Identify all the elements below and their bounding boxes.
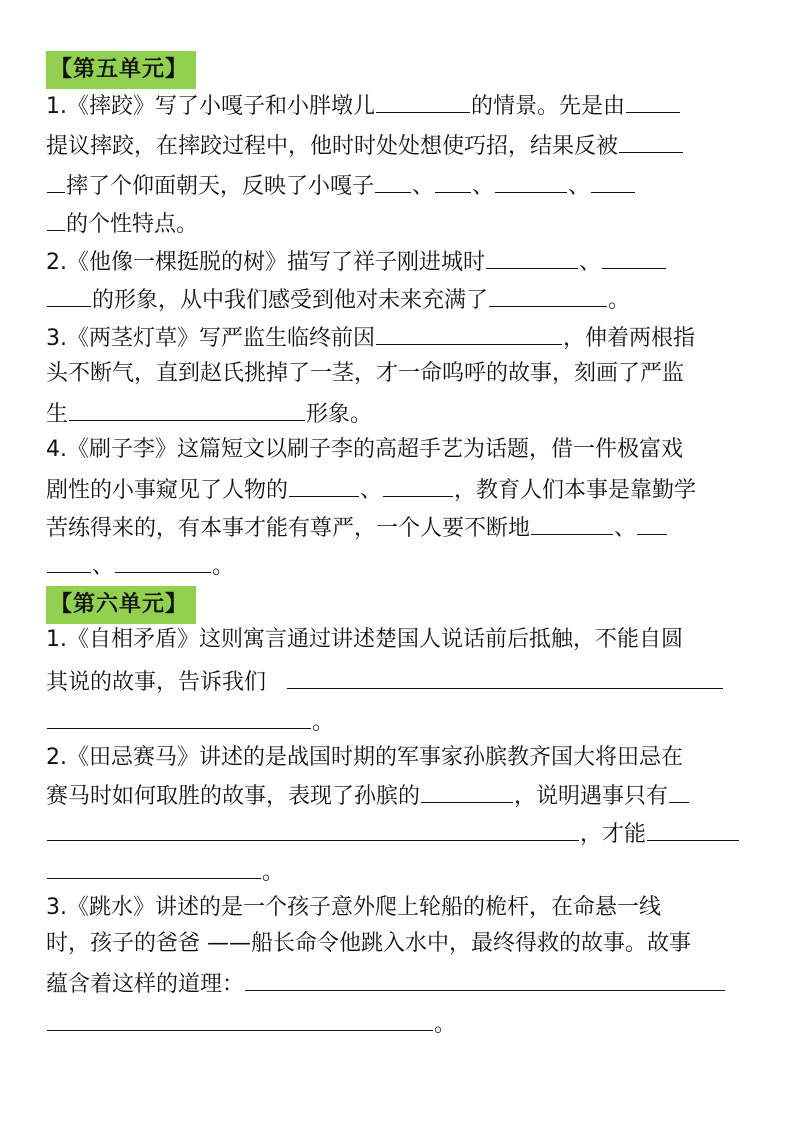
- fill-blank[interactable]: [626, 82, 680, 113]
- u5-q4-line1: 4.《刷子李》这篇短文以刷子李的高超手艺为话题，借一件极富戏: [46, 437, 683, 462]
- u5-q1-line1: 1.《摔跤》写了小嘎子和小胖墩儿 的情景。先是由: [46, 82, 754, 126]
- u5-q3-line3: 生 形象。: [46, 390, 754, 434]
- fill-blank[interactable]: [486, 238, 578, 269]
- unit6-heading: 【第六单元】: [46, 586, 196, 624]
- fill-blank[interactable]: [637, 504, 667, 535]
- u6-q3-line4: 。: [46, 1000, 754, 1044]
- u5-q4-line2: 剧性的小事窥见了人物的 、 ，教育人们本事是靠勤学: [46, 466, 754, 510]
- fill-blank[interactable]: [435, 162, 471, 193]
- fill-blank[interactable]: [69, 390, 305, 421]
- u6-q2-line1: 2.《田忌赛马》讲述的是战国时期的军事家孙膑教齐国大将田忌在: [46, 745, 683, 770]
- unit5-heading: 【第五单元】: [46, 51, 196, 89]
- fill-blank[interactable]: [287, 658, 723, 689]
- fill-blank[interactable]: [245, 960, 725, 991]
- fill-blank[interactable]: [375, 162, 411, 193]
- u6-q2-line3: ，才能: [46, 810, 754, 854]
- fill-blank[interactable]: [47, 276, 91, 307]
- u5-q4-line4: 、 。: [46, 542, 754, 586]
- u6-q1-line2: 其说的故事，告诉我们: [46, 658, 754, 702]
- u5-q2-line1: 2.《他像一棵挺脱的树》描写了祥子刚进城时 、: [46, 238, 754, 282]
- fill-blank[interactable]: [531, 504, 613, 535]
- fill-blank[interactable]: [591, 162, 635, 193]
- fill-blank[interactable]: [47, 542, 91, 573]
- fill-blank[interactable]: [376, 82, 470, 113]
- u6-q1-line1: 1.《自相矛盾》这则寓言通过讲述楚国人说话前后抵触，不能自圆: [46, 627, 683, 652]
- u6-q3-line1: 3.《跳水》讲述的是一个孩子意外爬上轮船的桅杆，在命悬一线: [46, 895, 661, 920]
- u5-q1-line2: 提议摔跤，在摔跤过程中，他时时处处想使巧招，结果反被: [46, 122, 754, 166]
- fill-blank[interactable]: [602, 238, 666, 269]
- u6-q1-line3: 。: [46, 698, 754, 742]
- fill-blank[interactable]: [47, 698, 311, 729]
- u5-q1-line3: 摔了个仰面朝天，反映了小嘎子 、 、 、: [46, 162, 754, 206]
- fill-blank[interactable]: [421, 772, 513, 803]
- fill-blank[interactable]: [289, 466, 359, 497]
- fill-blank[interactable]: [383, 466, 453, 497]
- fill-blank[interactable]: [47, 810, 579, 841]
- fill-blank[interactable]: [47, 1000, 433, 1031]
- u5-q2-line2: 的形象，从中我们感受到他对未来充满了 。: [46, 276, 754, 320]
- fill-blank[interactable]: [647, 810, 739, 841]
- fill-blank[interactable]: [47, 200, 65, 231]
- u6-q2-line2: 赛马时如何取胜的故事，表现了孙膑的 ，说明遇事只有: [46, 772, 754, 816]
- fill-blank[interactable]: [47, 162, 65, 193]
- u5-q3-line2: 头不断气，直到赵氏挑掉了一茎，才一命呜呼的故事，刻画了严监: [46, 361, 685, 386]
- fill-blank[interactable]: [619, 122, 683, 153]
- fill-blank[interactable]: [115, 542, 211, 573]
- fill-blank[interactable]: [495, 162, 567, 193]
- fill-blank[interactable]: [47, 848, 261, 879]
- u5-q3-line1: 3.《两茎灯草》写严监生临终前因 ，伸着两根指: [46, 314, 754, 358]
- u5-q4-line3: 苦练得来的，有本事才能有尊严，一个人要不断地 、: [46, 504, 754, 548]
- u6-q2-line4: 。: [46, 848, 754, 892]
- u6-q3-line2: 时，孩子的爸爸 ——船长命令他跳入水中，最终得救的故事。故事: [46, 931, 691, 956]
- fill-blank[interactable]: [669, 772, 689, 803]
- u5-q1-line4: 的个性特点。: [46, 200, 754, 244]
- u6-q3-line3: 蕴含着这样的道理：: [46, 960, 754, 1004]
- fill-blank[interactable]: [489, 276, 607, 307]
- fill-blank[interactable]: [376, 314, 562, 345]
